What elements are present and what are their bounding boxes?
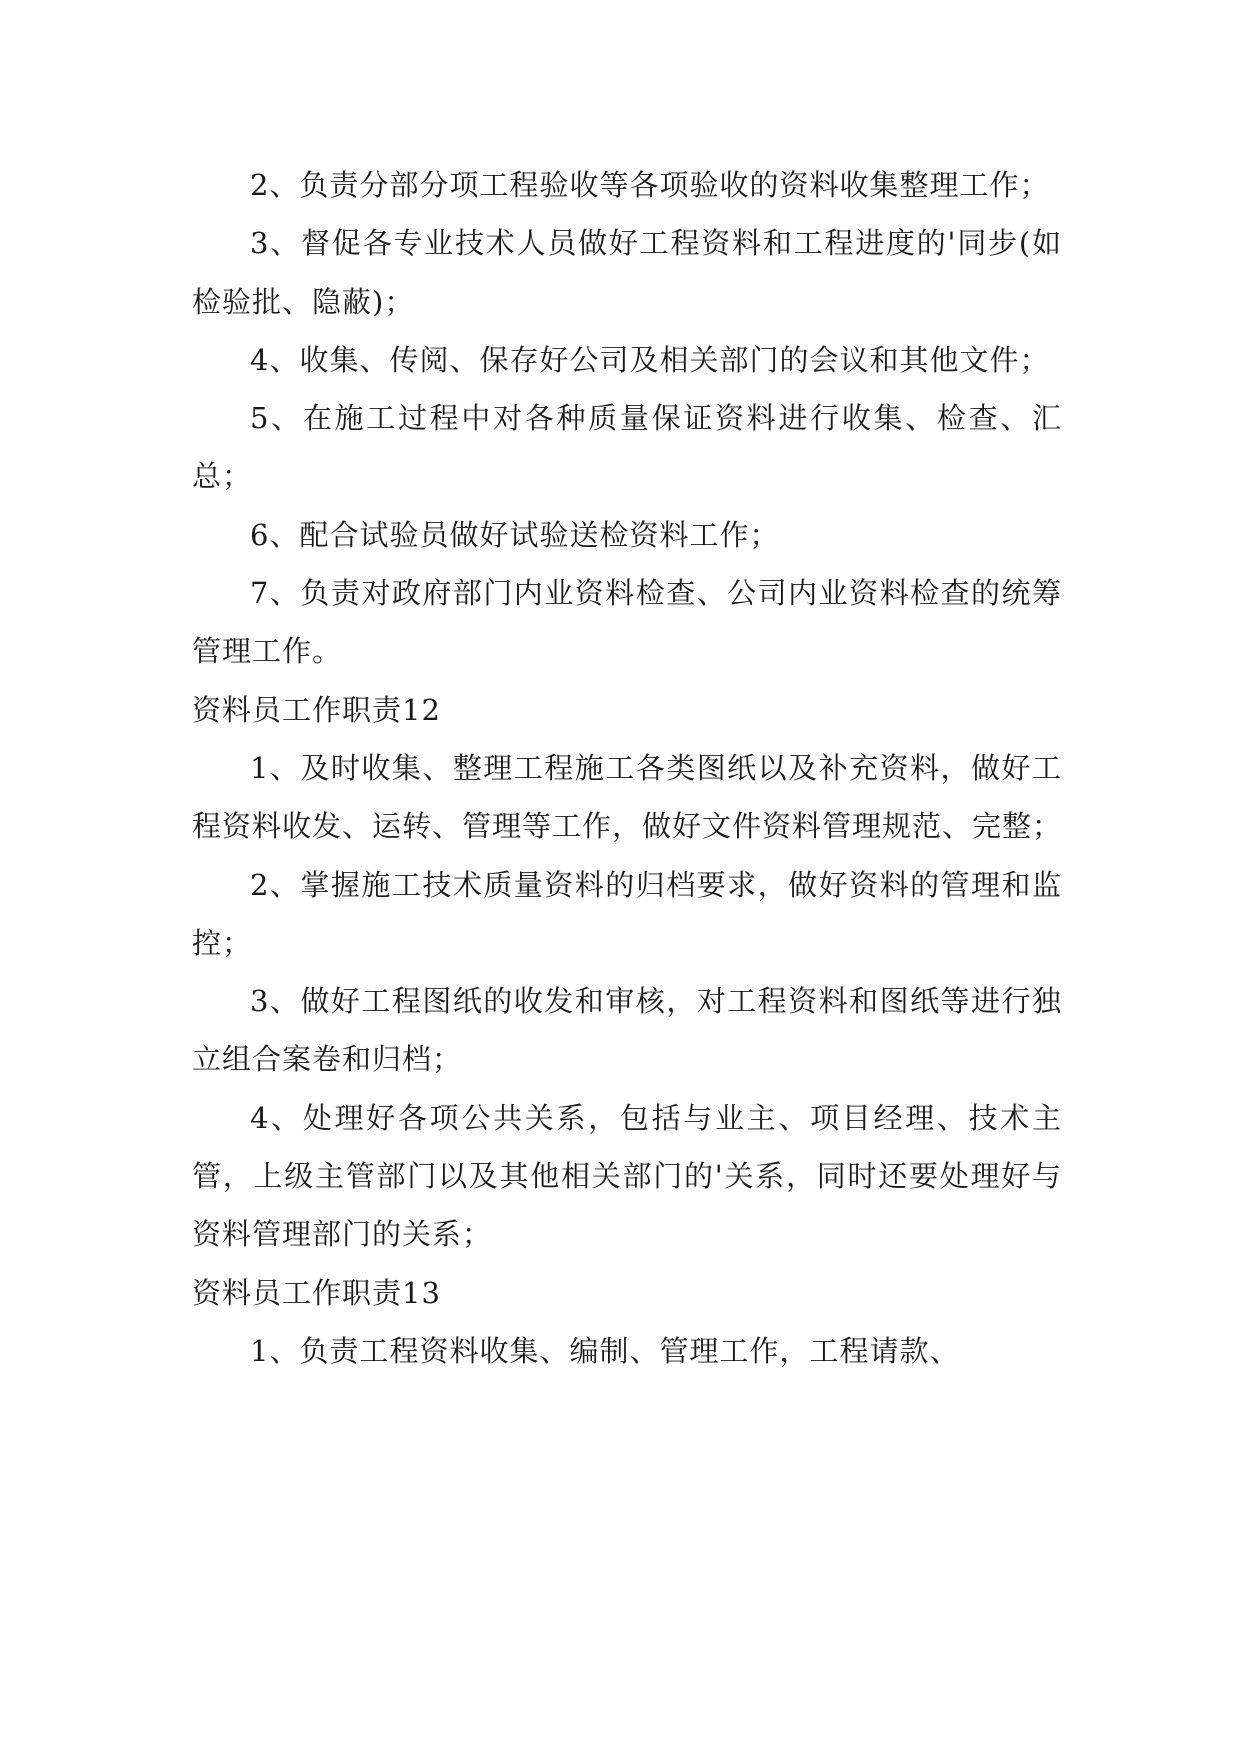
paragraph-item-6: 6、配合试验员做好试验送检资料工作； <box>250 517 780 552</box>
paragraph-item-7: 7、负责对政府部门内业资料检查、公司内业资料检查的统筹管理工作。 <box>192 576 1062 669</box>
paragraph-item-12-1: 1、及时收集、整理工程施工各类图纸以及补充资料，做好工程资料收发、运转、管理等工作，做好文件资料管理规范、完整； <box>192 750 1063 844</box>
document-body <box>192 156 1062 1380</box>
paragraph-item-3: 3、督促各专业技术人员做好工程资料和工程进度的'同步(如检验批、隐蔽)； <box>192 226 1062 319</box>
section-heading-12: 资料员工作职责12 <box>192 692 441 727</box>
section-heading-13: 资料员工作职责13 <box>192 1275 441 1310</box>
paragraph-item-13-1: 1、负责工程资料收集、编制、管理工作，工程请款、 <box>250 1333 960 1368</box>
paragraph-item-2: 2、负责分部分项工程验收等各项验收的资料收集整理工作； <box>250 168 1050 202</box>
paragraph-item-5: 5、在施工过程中对各种质量保证资料进行收集、检查、汇总； <box>192 401 1062 494</box>
paragraph-item-12-2: 2、掌握施工技术质量资料的归档要求，做好资料的管理和监控； <box>192 867 1062 960</box>
paragraph-item-12-3: 3、做好工程图纸的收发和审核，对工程资料和图纸等进行独立组合案卷和归档； <box>192 984 1062 1077</box>
paragraph-item-12-4: 4、处理好各项公共关系，包括与业主、项目经理、技术主管，上级主管部门以及其他相关部门的'关系，同时还要处理好与资料管理部门的关系； <box>192 1100 1062 1252</box>
paragraph-item-4: 4、收集、传阅、保存好公司及相关部门的会议和其他文件； <box>250 342 1050 377</box>
